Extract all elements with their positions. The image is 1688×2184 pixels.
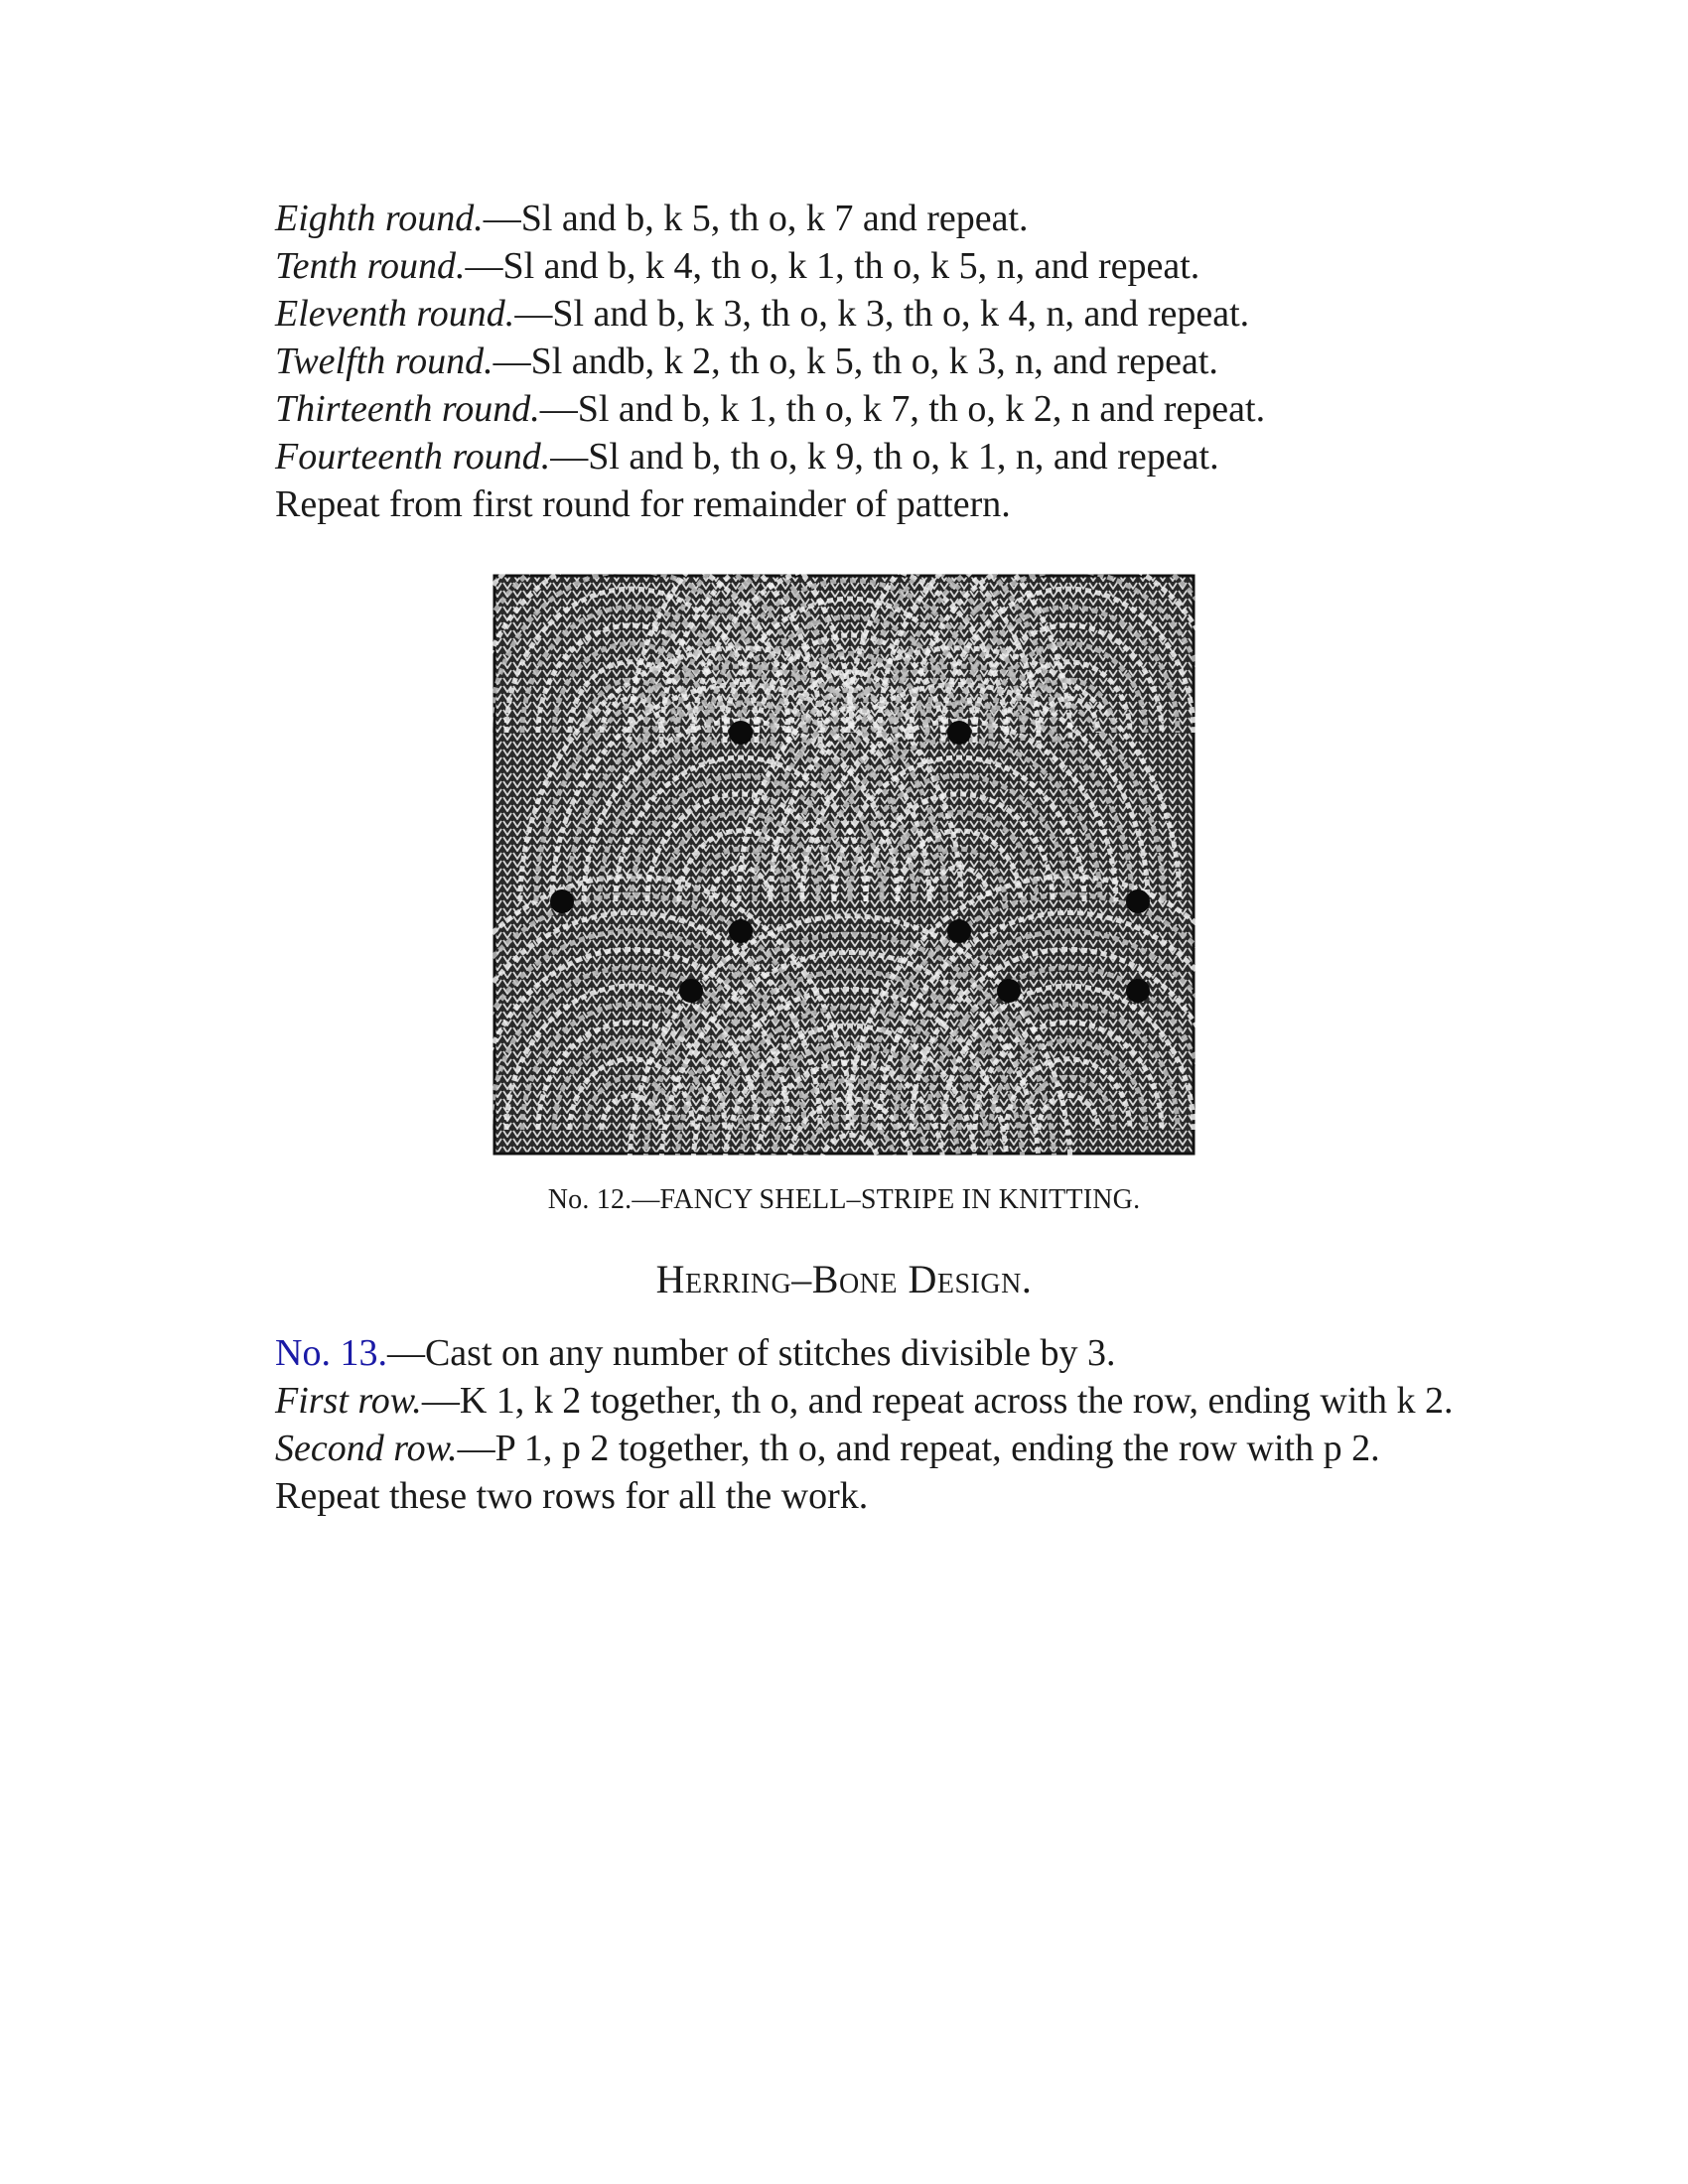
section-body <box>211 1329 1477 1520</box>
second-row-label: Second row. <box>275 1428 458 1469</box>
first-row-text: —K 1, k 2 together, th o, and repeat across the row, ending with k 2. <box>421 1380 1454 1422</box>
round-line <box>275 433 1506 480</box>
eyelet <box>679 979 703 1003</box>
first-row-paragraph <box>211 1377 1477 1425</box>
eyelet <box>947 919 971 943</box>
round-text: —Sl and b, k 5, th o, k 7 and repeat. <box>483 198 1029 239</box>
first-row-label: First row. <box>275 1380 422 1422</box>
closing-paragraph: Repeat these two rows for all the work. <box>275 1475 869 1517</box>
eyelet <box>550 889 574 913</box>
round-label: Eighth round. <box>275 198 484 239</box>
eyelet <box>947 721 971 745</box>
knitting-swatch-image <box>492 574 1196 1156</box>
round-label: Eleventh round. <box>275 293 515 335</box>
round-line <box>275 385 1506 433</box>
eyelet <box>1126 979 1150 1003</box>
knitting-swatch-illustration <box>492 574 1196 1156</box>
intro-text: —Cast on any number of stitches divisible by 3. <box>386 1332 1116 1374</box>
round-text: —Sl andb, k 2, th o, k 5, th o, k 3, n, and repeat. <box>492 341 1218 382</box>
round-text: —Sl and b, k 1, th o, k 7, th o, k 2, n and repeat. <box>539 388 1266 430</box>
round-line <box>275 242 1506 290</box>
second-row-paragraph <box>211 1425 1477 1472</box>
eyelet <box>729 919 753 943</box>
pattern-rounds <box>275 195 1506 528</box>
pattern-number-link[interactable]: No. 13. <box>275 1332 387 1374</box>
round-label: Thirteenth round. <box>275 388 540 430</box>
round-label: Twelfth round. <box>275 341 493 382</box>
round-text: —Sl and b, k 4, th o, k 1, th o, k 5, n, and repeat. <box>465 245 1200 287</box>
round-line <box>275 290 1506 338</box>
round-line <box>275 338 1506 385</box>
eyelet <box>729 721 753 745</box>
round-text: —Sl and b, th o, k 9, th o, k 1, n, and repeat. <box>550 436 1219 478</box>
section-heading: Herring–Bone Design. <box>655 1257 1033 1301</box>
figure-caption: No. 12.—FANCY SHELL–STRIPE IN KNITTING. <box>547 1184 1141 1215</box>
round-text: —Sl and b, k 3, th o, k 3, th o, k 4, n, and repeat. <box>514 293 1250 335</box>
eyelet <box>997 979 1021 1003</box>
second-row-text: —P 1, p 2 together, th o, and repeat, ending the row with p 2. <box>457 1428 1380 1469</box>
intro-paragraph <box>211 1329 1477 1377</box>
round-label: Fourteenth round. <box>275 436 551 478</box>
repeat-note: Repeat from first round for remainder of pattern. <box>275 483 1011 525</box>
round-label: Tenth round. <box>275 245 466 287</box>
round-line <box>275 195 1506 242</box>
eyelet <box>1126 889 1150 913</box>
